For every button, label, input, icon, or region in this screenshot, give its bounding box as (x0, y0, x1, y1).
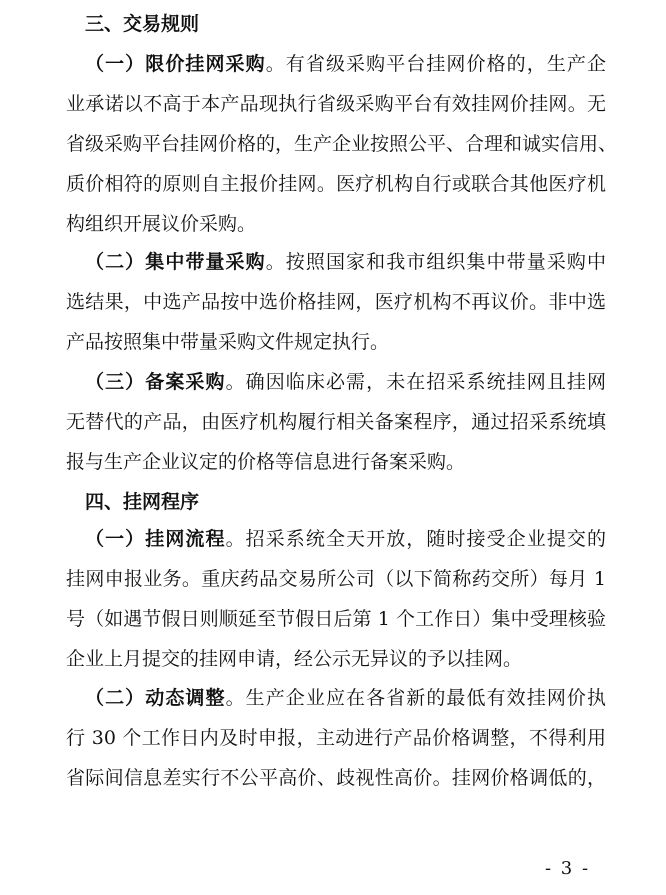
paragraph-line: 无替代的产品，由医疗机构履行相关备案程序，通过招采系统填 (66, 411, 606, 433)
paragraph-lead: （一）限价挂网采购 (85, 53, 266, 75)
section-4-heading: 四、挂网程序 (85, 491, 200, 513)
paragraph-line (85, 370, 606, 394)
paragraph-lead: （一）挂网流程 (85, 528, 226, 550)
paragraph-text: 。有省级采购平台挂网价格的，生产企 (265, 53, 606, 75)
paragraph-line (85, 250, 606, 274)
paragraph-text: 。生产企业应在各省新的最低有效挂网价执 (225, 687, 606, 709)
paragraph-text: 。确因临床必需，未在招采系统挂网且挂网 (225, 371, 606, 393)
paragraph-text: 。招采系统全天开放，随时接受企业提交的 (225, 528, 606, 550)
paragraph-line: 质价相符的原则自主报价挂网。医疗机构自行或联合其他医疗机 (66, 173, 606, 195)
paragraph-line: 挂网申报业务。重庆药品交易所公司（以下简称药交所）每月 1 (66, 568, 606, 590)
paragraph-line: 报与生产企业议定的价格等信息进行备案采购。 (66, 451, 466, 473)
paragraph-line: 省级采购平台挂网价格的，生产企业按照公平、合理和诚实信用、 (66, 133, 618, 155)
paragraph-text: 。按照国家和我市组织集中带量采购中 (265, 251, 606, 273)
paragraph-lead: （二）集中带量采购 (85, 251, 266, 273)
page-number: - 3 - (545, 858, 591, 879)
paragraph-line: 业承诺以不高于本产品现执行省级采购平台有效挂网价挂网。无 (66, 93, 606, 115)
paragraph-lead: （二）动态调整 (85, 687, 226, 709)
paragraph-line: 企业上月提交的挂网申请，经公示无异议的予以挂网。 (66, 648, 523, 670)
paragraph-line (85, 527, 606, 551)
paragraph-line: 号（如遇节假日则顺延至节假日后第 1 个工作日）集中受理核验 (66, 608, 606, 630)
paragraph-line (85, 52, 606, 76)
paragraph-line (85, 686, 606, 710)
paragraph-line: 产品按照集中带量采购文件规定执行。 (66, 331, 390, 353)
paragraph-line: 构组织开展议价采购。 (66, 213, 257, 235)
paragraph-line: 行 30 个工作日内及时申报，主动进行产品价格调整，不得利用 (66, 727, 606, 749)
paragraph-lead: （三）备案采购 (85, 371, 226, 393)
section-3-heading: 三、交易规则 (85, 13, 200, 35)
paragraph-line: 选结果，中选产品按中选价格挂网，医疗机构不再议价。非中选 (66, 291, 606, 313)
paragraph-line: 省际间信息差实行不公平高价、歧视性高价。挂网价格调低的， (66, 767, 606, 789)
